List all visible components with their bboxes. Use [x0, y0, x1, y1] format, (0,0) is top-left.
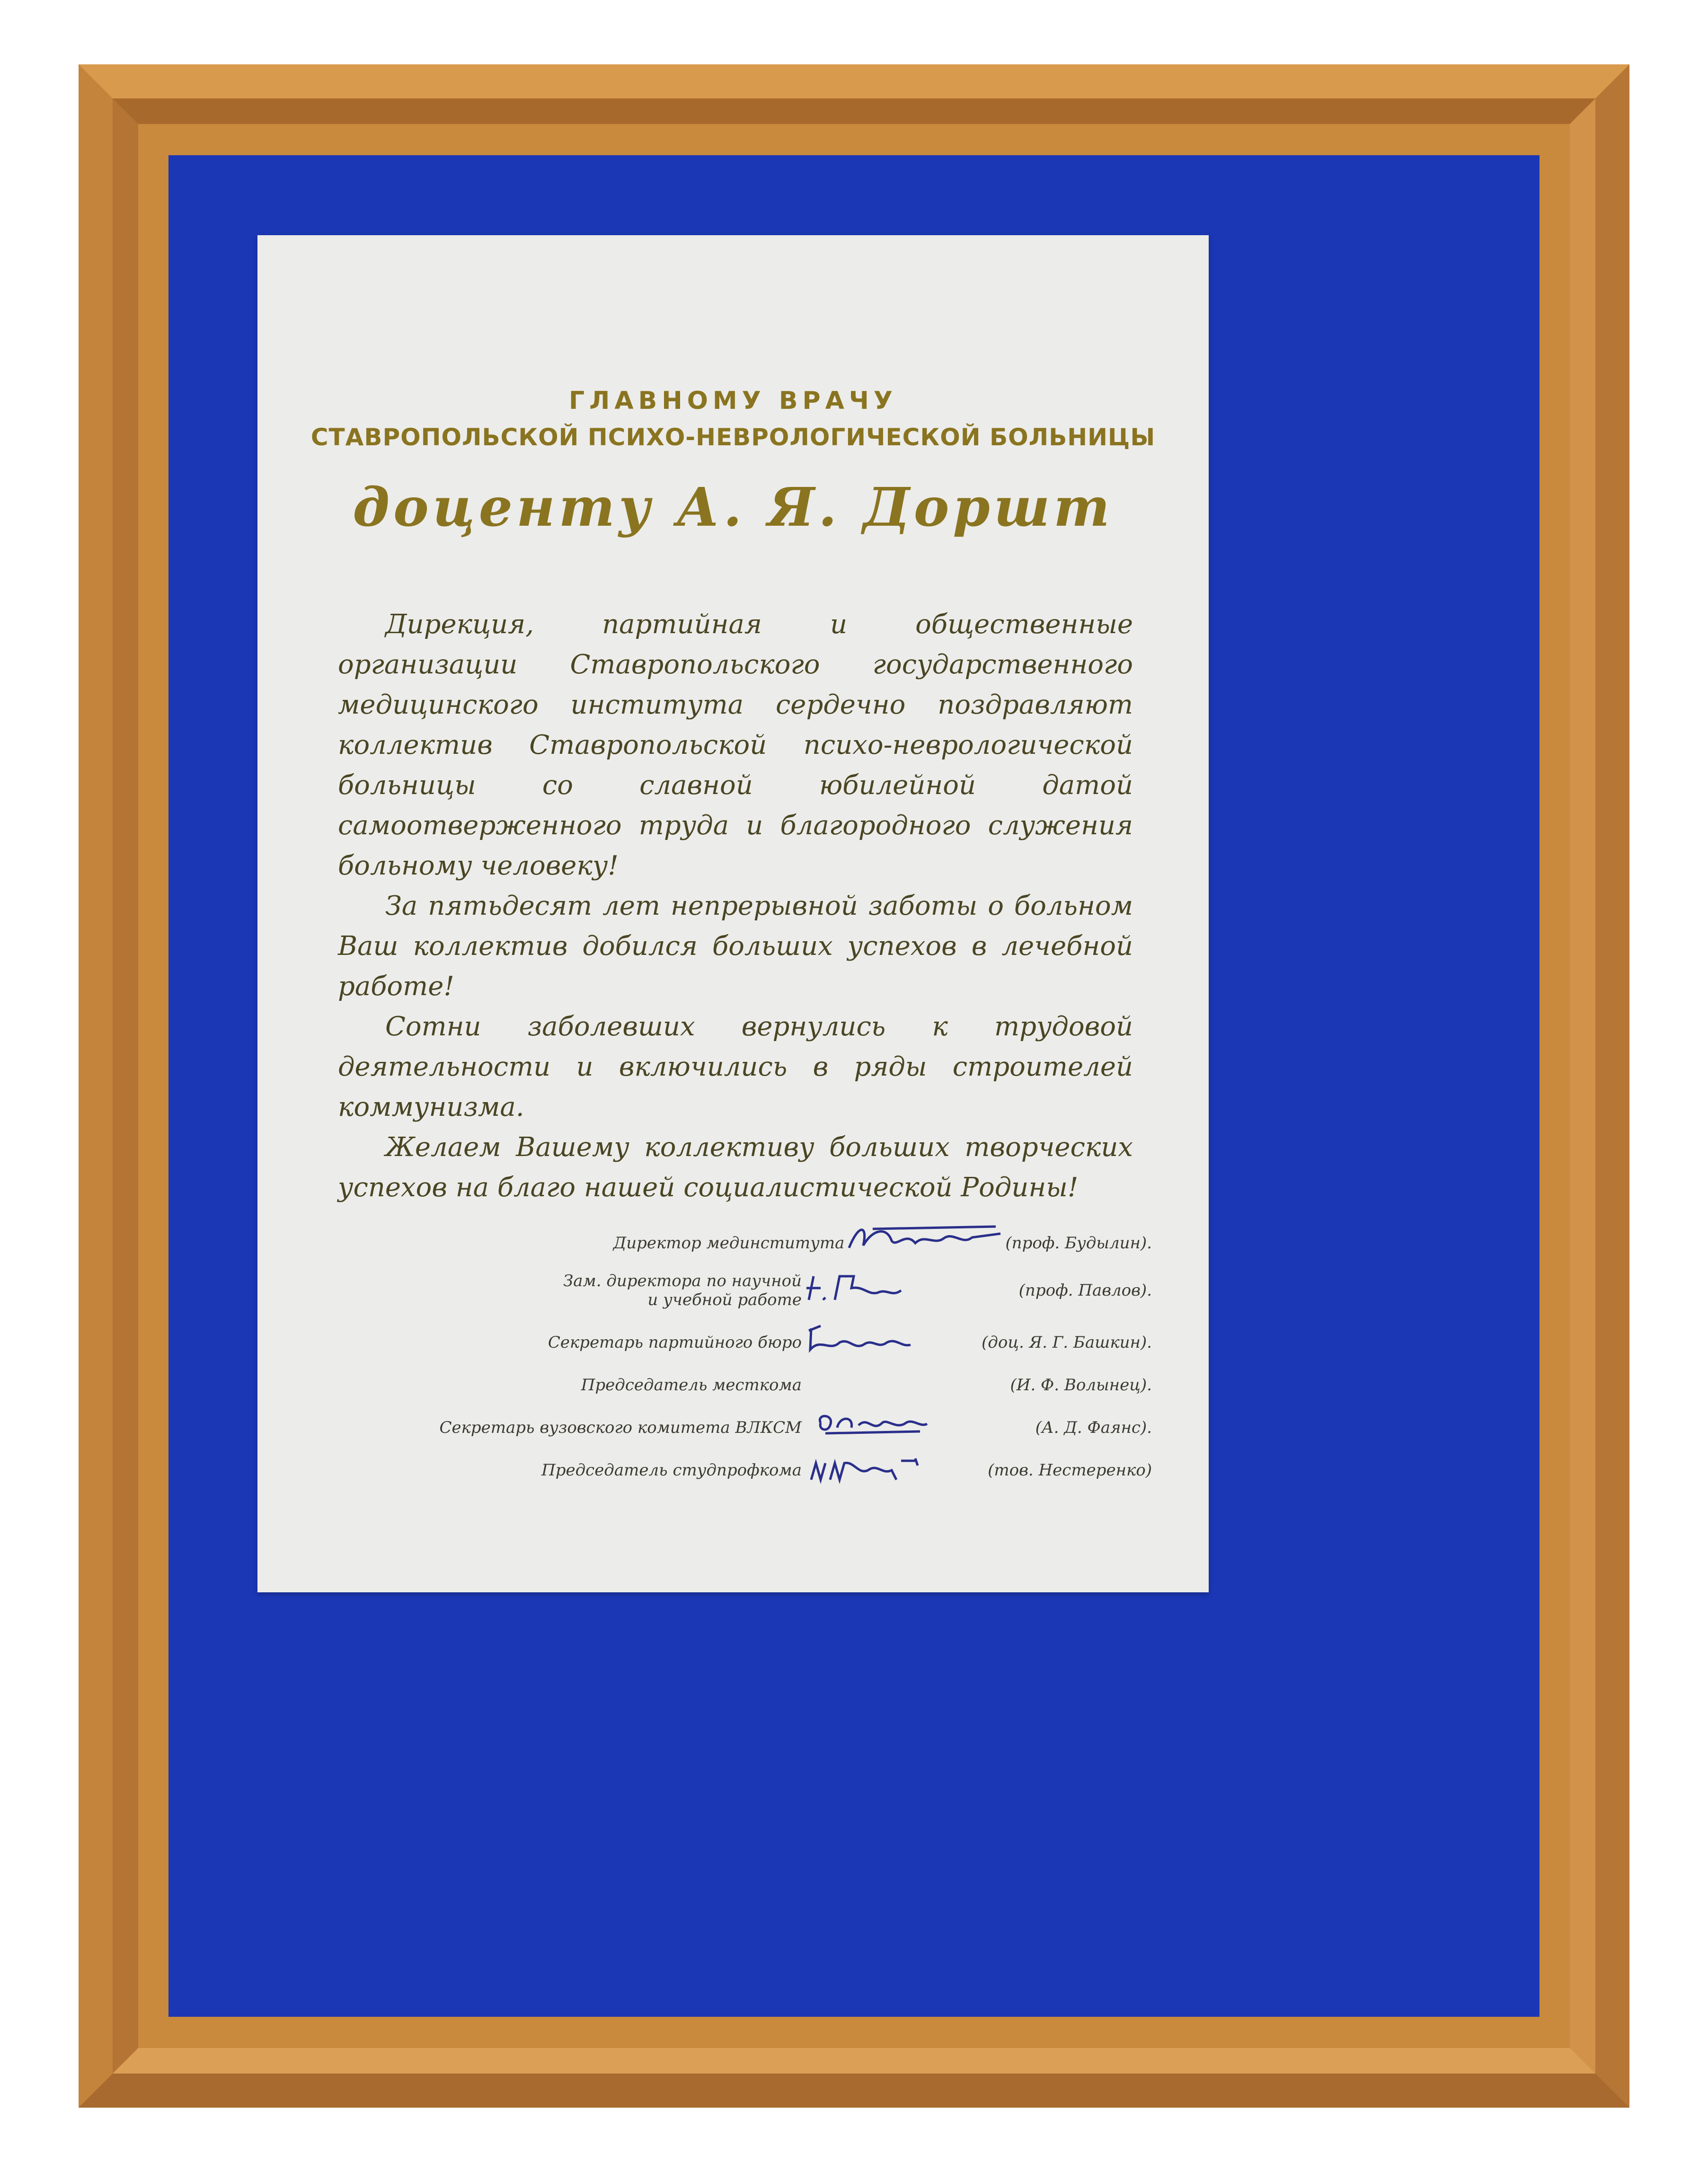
signatory-role	[563, 1271, 802, 1309]
paragraph: За пятьдесят лет непрерывной заботы о больном Ваш коллектив добился больших успехов в лечебной работе!	[338, 891, 1133, 1002]
handwritten-signature-icon	[802, 1328, 963, 1357]
signatory-role: Председатель студпрофкома	[541, 1461, 802, 1480]
signatory-role: Председатель месткома	[581, 1376, 802, 1395]
paragraph: Сотни заболевших вернулись к трудовой деятельности и включились в ряды строителей коммунизма.	[338, 1011, 1133, 1122]
certificate-paper	[257, 235, 1209, 1592]
letter-body	[338, 604, 1133, 1208]
header-subtitle: СТАВРОПОЛЬСКОЙ ПСИХО-НЕВРОЛОГИЧЕСКОЙ БОЛЬНИЦЫ	[310, 424, 1156, 451]
paragraph: Дирекция, партийная и общественные организации Ставропольского государственного медицинского института сердечно поздравляют коллектив Ставропольской психо-неврологической больницы со славной юбилейной датой самоотверженного труда и благородного служения больному человеку!	[338, 609, 1133, 881]
signature-row	[581, 1371, 1152, 1399]
signatory-name: (доц. Я. Г. Башкин).	[982, 1333, 1152, 1352]
signature-row	[439, 1413, 1152, 1442]
signature-row	[563, 1271, 1152, 1309]
signatory-role: Секретарь партийного бюро	[548, 1333, 802, 1352]
handwritten-signature-icon	[844, 1229, 1005, 1257]
header-title: ГЛАВНОМУ ВРАЧУ	[569, 387, 897, 415]
handwritten-signature-icon	[802, 1413, 963, 1442]
signatory-name: (проф. Будылин).	[1005, 1234, 1152, 1253]
paragraph: Желаем Вашему коллективу больших творческих успехов на благо нашей социалистической Родины!	[338, 1132, 1133, 1203]
signatory-name: (проф. Павлов).	[1018, 1281, 1152, 1300]
signature-blank	[802, 1371, 963, 1399]
signatory-role: Секретарь вузовского комитета ВЛКСМ	[439, 1418, 802, 1437]
handwritten-signature-icon	[802, 1456, 963, 1484]
signatory-name: (А. Д. Фаянс).	[1035, 1418, 1152, 1437]
signatory-name: (И. Ф. Волынец).	[1010, 1376, 1152, 1395]
signatory-role-line1: Зам. директора по научной	[563, 1271, 802, 1290]
signatory-role: Директор мединститута	[613, 1234, 845, 1253]
signatory-role-line2: и учебной работе	[647, 1290, 802, 1309]
signature-row	[548, 1328, 1152, 1357]
signature-row	[541, 1456, 1152, 1484]
handwritten-signature-icon	[802, 1276, 963, 1305]
signatory-name: (тов. Нестеренко)	[988, 1461, 1152, 1480]
signature-row	[613, 1229, 1152, 1257]
recipient-name: доценту А. Я. Доршт	[353, 477, 1114, 539]
